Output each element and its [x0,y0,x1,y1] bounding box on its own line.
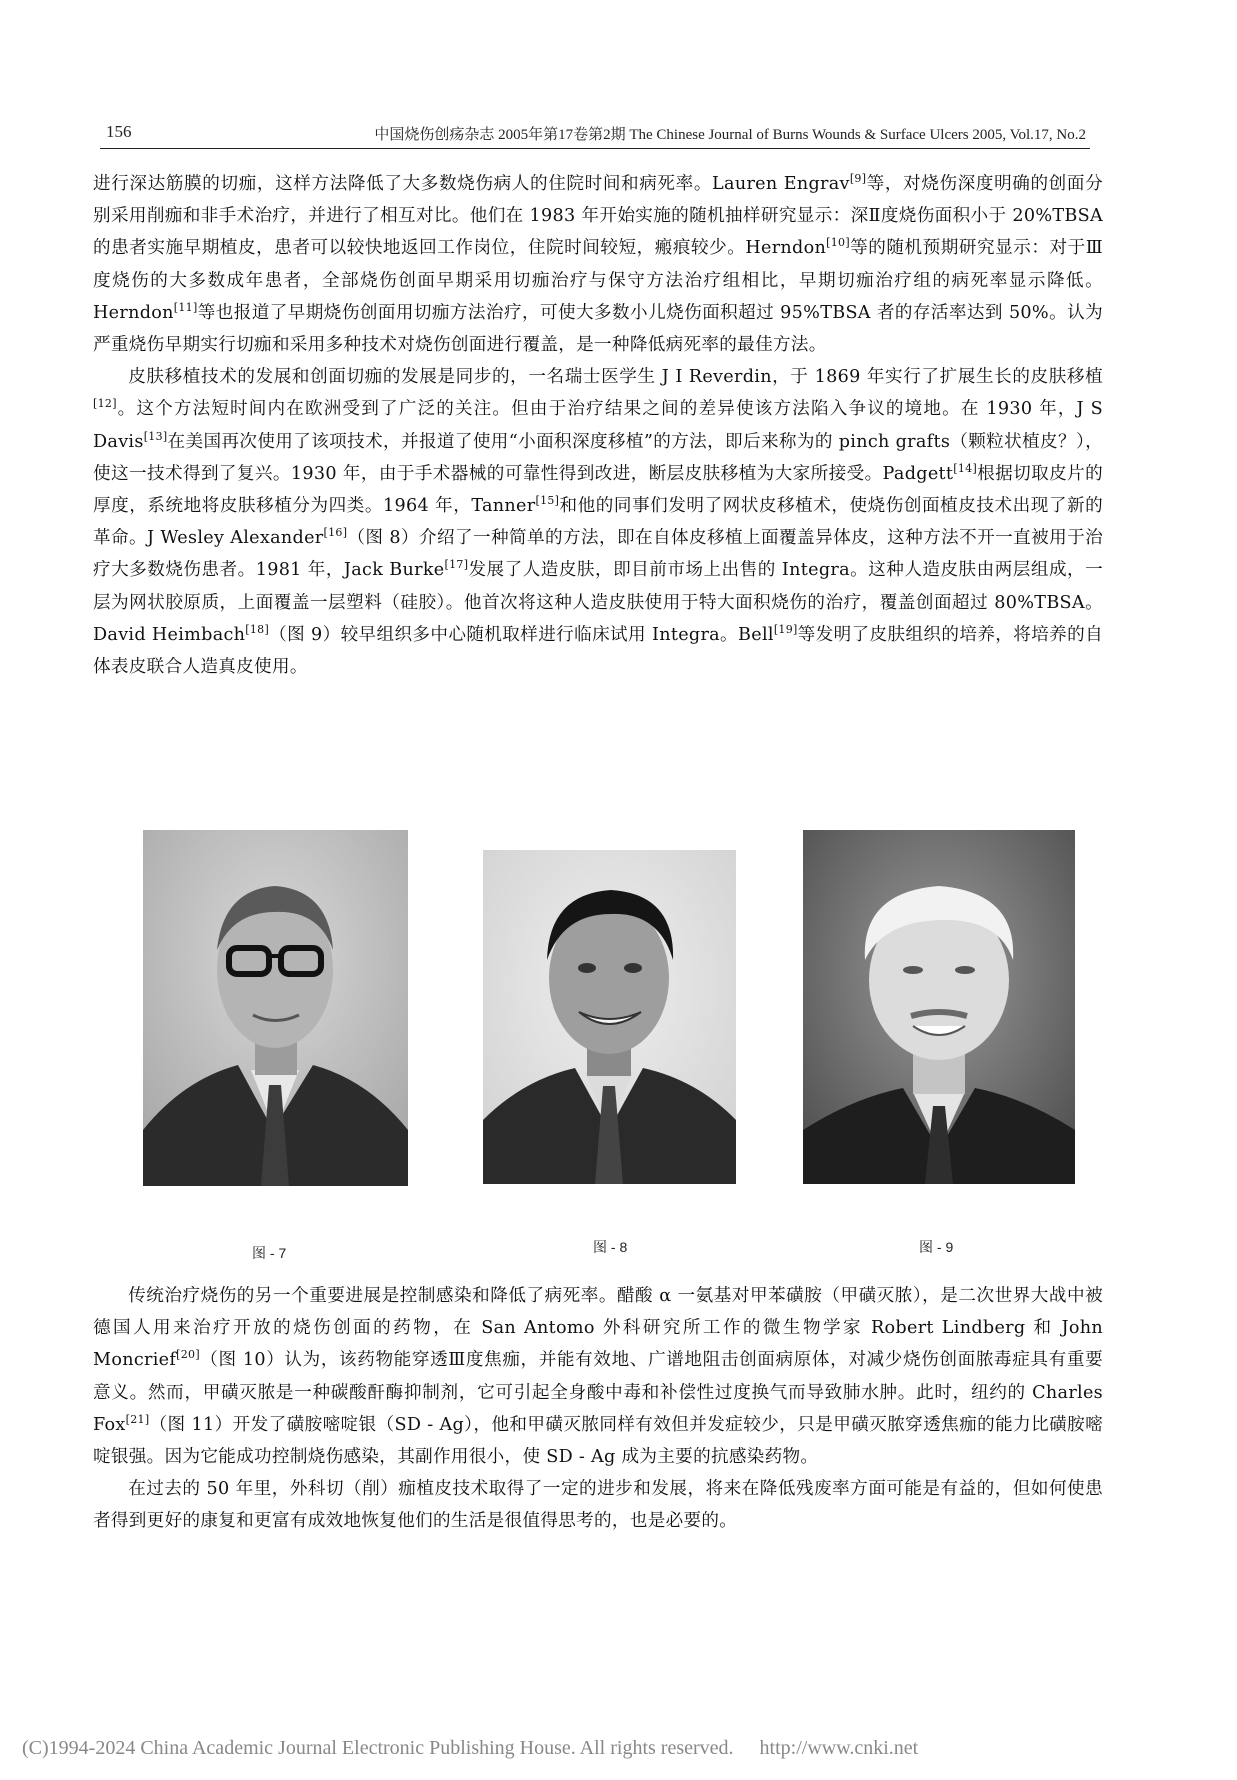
text-run: 。这个方法短时间内在欧洲受到了广泛的关注。但由于治疗结果之间的差异使该方法陷入争议的境地。在 1930 年，J S Davis [93,399,1103,452]
text-run: （图 11）开发了磺胺嘧啶银（SD - Ag），他和甲磺灭脓同样有效但并发症较少，只是甲磺灭脓穿透焦痂的能力比磺胺嘧啶银强。因为它能成功控制烧伤感染，其副作用很小，使 SD - Ag 成为主要的抗感染药物。 [93,1414,1103,1468]
citation-ref: [12] [93,397,117,411]
text-run: （图 9）较早组织多中心随机取样进行临床试用 Integra。Bell [269,624,774,645]
citation-ref: [19] [773,622,798,636]
copyright-text: (C)1994-2024 China Academic Journal Electronic Publishing House. All rights reserved. [22,1737,734,1759]
copyright-footer [22,1737,1222,1760]
citation-ref: [15] [535,494,560,508]
text-run: 在美国再次使用了该项技术，并报道了使用“小面积深度移植”的方法，即后来称为的 pinch grafts（颗粒状植皮？），使这一技术得到了复兴。1930 年，由于手术器械的可靠性得到改进，断层皮肤移植为大家所接受。Padgett [93,431,1103,484]
running-header [100,118,1090,149]
citation-ref: [9] [849,172,867,186]
text-run: 和他的同事们发明了网状皮移植术，使烧伤创面植皮技术出现了新的革命。J Wesley Alexander [93,496,1103,549]
text-run: （图 8）介绍了一种简单的方法，即在自体皮移植上面覆盖异体皮，这种方法不开一直被用于治疗大多数烧伤患者。1981 年，Jack Burke [93,528,1103,581]
footer-url[interactable]: http://www.cnki.net [759,1737,919,1759]
text-run: 等也报道了早期烧伤创面用切痂方法治疗，可使大多数小儿烧伤面积超过 95%TBSA 者的存活率达到 50%。认为严重烧伤早期实行切痂和采用多种技术对烧伤创面进行覆盖，是一种降低病死率的最佳方法。 [93,302,1103,356]
citation-ref: [21] [125,1412,150,1426]
citation-ref: [17] [444,558,469,572]
figure-7-caption: 图 - 7 [252,1245,287,1261]
text-run: 等，对烧伤深度明确的创面分别采用削痂和非手术治疗，并进行了相互对比。他们在 1983 年开始实施的随机抽样研究显示：深Ⅱ度烧伤面积小于 20%TBSA 的患者实施早期植皮，患者可以较快地返回工作岗位，住院时间较短，瘢痕较少。Herndon [93,174,1103,259]
paragraph [93,361,1103,683]
citation-ref: [18] [245,622,270,636]
text-run: 等发明了皮肤组织的培养，将培养的自体表皮联合人造真皮使用。 [93,624,1104,678]
text-run: 发展了人造皮肤，即目前市场上出售的 Integra。这种人造皮肤由两层组成，一层为网状胶原质，上面覆盖一层塑料（硅胶）。他首次将这种人造皮肤使用于特大面积烧伤的治疗，覆盖创面超过 80%TBSA。David Heimbach [93,560,1103,645]
figure-8-caption: 图 - 8 [593,1239,628,1255]
text-run: 皮肤移植技术的发展和创面切痂的发展是同步的，一名瑞士医学生 J I Reverdin，于 1869 年实行了扩展生长的皮肤移植 [128,367,1103,388]
figure-8-portrait [483,850,736,1184]
figure-7-portrait [143,830,408,1186]
figure-9-caption: 图 - 9 [919,1239,954,1255]
citation-ref: [13] [143,429,168,443]
body-text-lower [93,1280,1103,1538]
citation-ref: [20] [176,1348,200,1362]
text-run: （图 10）认为，该药物能穿透Ⅲ度焦痂，并能有效地、广谱地阻击创面病原体，对减少烧伤创面脓毒症具有重要意义。然而，甲磺灭脓是一种碳酸酐酶抑制剂，它可引起全身酸中毒和补偿性过度换气而导致肺水肿。此时，纽约的 Charles Fox [93,1350,1103,1435]
citation-ref: [16] [323,526,348,540]
paragraph [93,1473,1103,1537]
body-text-upper [93,168,1103,683]
paragraph [93,1280,1103,1473]
page-number: 156 [106,122,132,141]
paragraph [93,168,1103,361]
citation-ref: [11] [173,300,198,314]
figure-9-portrait [803,830,1075,1184]
text-run: 等的随机预期研究显示：对于Ⅲ度烧伤的大多数成年患者，全部烧伤创面早期采用切痂治疗与保守方法治疗组相比，早期切痂治疗组的病死率显示降低。Herndon [93,238,1103,323]
text-run: 根据切取皮片的厚度，系统地将皮肤移植分为四类。1964 年，Tanner [93,463,1103,517]
citation-ref: [10] [826,236,850,250]
text-run: 进行深达筋膜的切痂，这样方法降低了大多数烧伤病人的住院时间和病死率。Lauren Engrav [93,174,850,194]
citation-ref: [14] [953,461,978,475]
text-run: 传统治疗烧伤的另一个重要进展是控制感染和降低了病死率。醋酸 α 一氨基对甲苯磺胺（甲磺灭脓），是二次世界大战中被德国人用来治疗开放的烧伤创面的药物，在 San Antomo 外科研究所工作的微生物学家 Robert Lindberg 和 John Moncrief [93,1286,1103,1371]
journal-citation: 中国烧伤创疡杂志 2005年第17卷第2期 The Chinese Journal of Burns Wounds & Surface Ulcers 2005, Vol.17, No.2 [374,127,1086,143]
text-run: 在过去的 50 年里，外科切（削）痂植皮技术取得了一定的进步和发展，将来在降低残废率方面可能是有益的，但如何使患者得到更好的康复和更富有成效地恢复他们的生活是很值得思考的，也是必要的。 [93,1479,1103,1532]
